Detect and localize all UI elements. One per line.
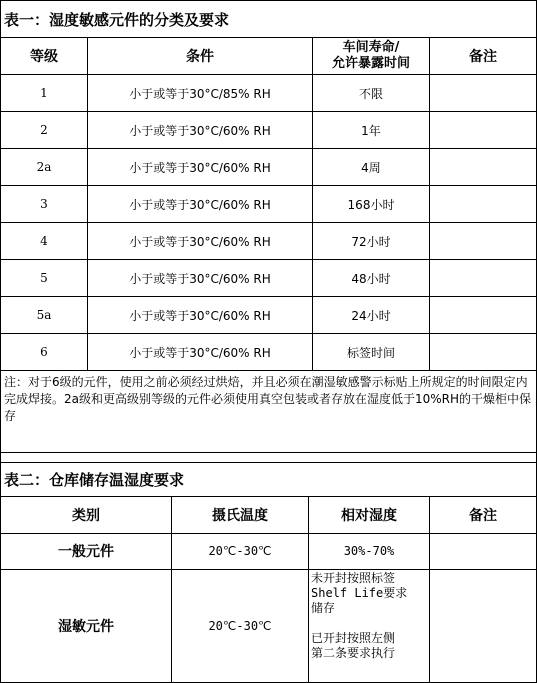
level-cell: 2 [1,112,88,149]
table-row [1,223,537,260]
temperature-cell: 20℃-30℃ [172,569,309,682]
table-row [1,297,537,334]
level-cell: 3 [1,186,88,223]
remark-cell [430,75,537,112]
remark-cell [430,149,537,186]
floor-life-cell: 72小时 [313,223,430,260]
level-cell: 1 [1,75,88,112]
floor-life-cell: 不限 [313,75,430,112]
header-temperature: 摄氏温度 [172,496,309,533]
table1-title: 表一：湿度敏感元件的分类及要求 [1,1,537,38]
humidity-line: 未开封按照标签 [311,570,396,585]
level-cell: 5a [1,297,88,334]
remark-cell [430,186,537,223]
header-remark-2: 备注 [430,496,537,533]
table-row [1,149,537,186]
condition-cell: 小于或等于30°C/60% RH [88,223,313,260]
condition-cell: 小于或等于30°C/60% RH [88,260,313,297]
header-remark: 备注 [430,38,537,75]
table-row [1,186,537,223]
condition-cell: 小于或等于30°C/60% RH [88,149,313,186]
condition-cell: 小于或等于30°C/60% RH [88,112,313,149]
header-level: 等级 [1,38,88,75]
table-row [1,260,537,297]
table-row [1,334,537,371]
condition-cell: 小于或等于30°C/60% RH [88,297,313,334]
header-condition: 条件 [88,38,313,75]
humidity-cell: 30%-70% [309,533,430,569]
table-row [1,75,537,112]
condition-cell: 小于或等于30°C/60% RH [88,186,313,223]
humidity-line: 储存 [311,600,336,615]
humidity-cell [309,569,430,682]
floor-life-cell: 48小时 [313,260,430,297]
remark-cell [430,297,537,334]
remark-cell [430,334,537,371]
header-floor-life-line2: 允许暴露时间 [331,56,410,71]
floor-life-cell: 4周 [313,149,430,186]
floor-life-cell: 24小时 [313,297,430,334]
condition-cell: 小于或等于30°C/85% RH [88,75,313,112]
table1-note: 注：对于6级的元件，使用之前必须经过烘焙，并且必须在潮湿敏感警示标贴上所规定的时间限定内完成焊接。2a级和更高级别等级的元件必须使用真空包装或者存放在湿度低于10%RH的干燥柜中保存 [1,371,537,453]
remark-cell [430,112,537,149]
remark-cell [430,223,537,260]
level-cell: 2a [1,149,88,186]
category-cell: 一般元件 [1,533,172,569]
condition-cell: 小于或等于30°C/60% RH [88,334,313,371]
table-spacer [1,453,537,462]
remark-cell [430,533,537,569]
category-cell: 湿敏元件 [1,569,172,682]
header-floor-life-line1: 车间寿命/ [342,40,400,55]
humidity-line: 已开封按照左侧 [311,630,396,645]
humidity-line: Shelf Life要求 [311,585,408,600]
floor-life-cell: 168小时 [313,186,430,223]
floor-life-cell: 标签时间 [313,334,430,371]
header-humidity: 相对湿度 [309,496,430,533]
warehouse-storage-table [0,462,537,683]
level-cell: 6 [1,334,88,371]
header-category: 类别 [1,496,172,533]
humidity-line: 第二条要求执行 [311,645,396,660]
remark-cell [430,569,537,682]
table2-title: 表二：仓库储存温湿度要求 [1,462,537,496]
level-cell: 4 [1,223,88,260]
table-row [1,112,537,149]
remark-cell [430,260,537,297]
header-floor-life [313,38,430,75]
level-cell: 5 [1,260,88,297]
temperature-cell: 20℃-30℃ [172,533,309,569]
floor-life-cell: 1年 [313,112,430,149]
humidity-line-blank [311,616,427,631]
